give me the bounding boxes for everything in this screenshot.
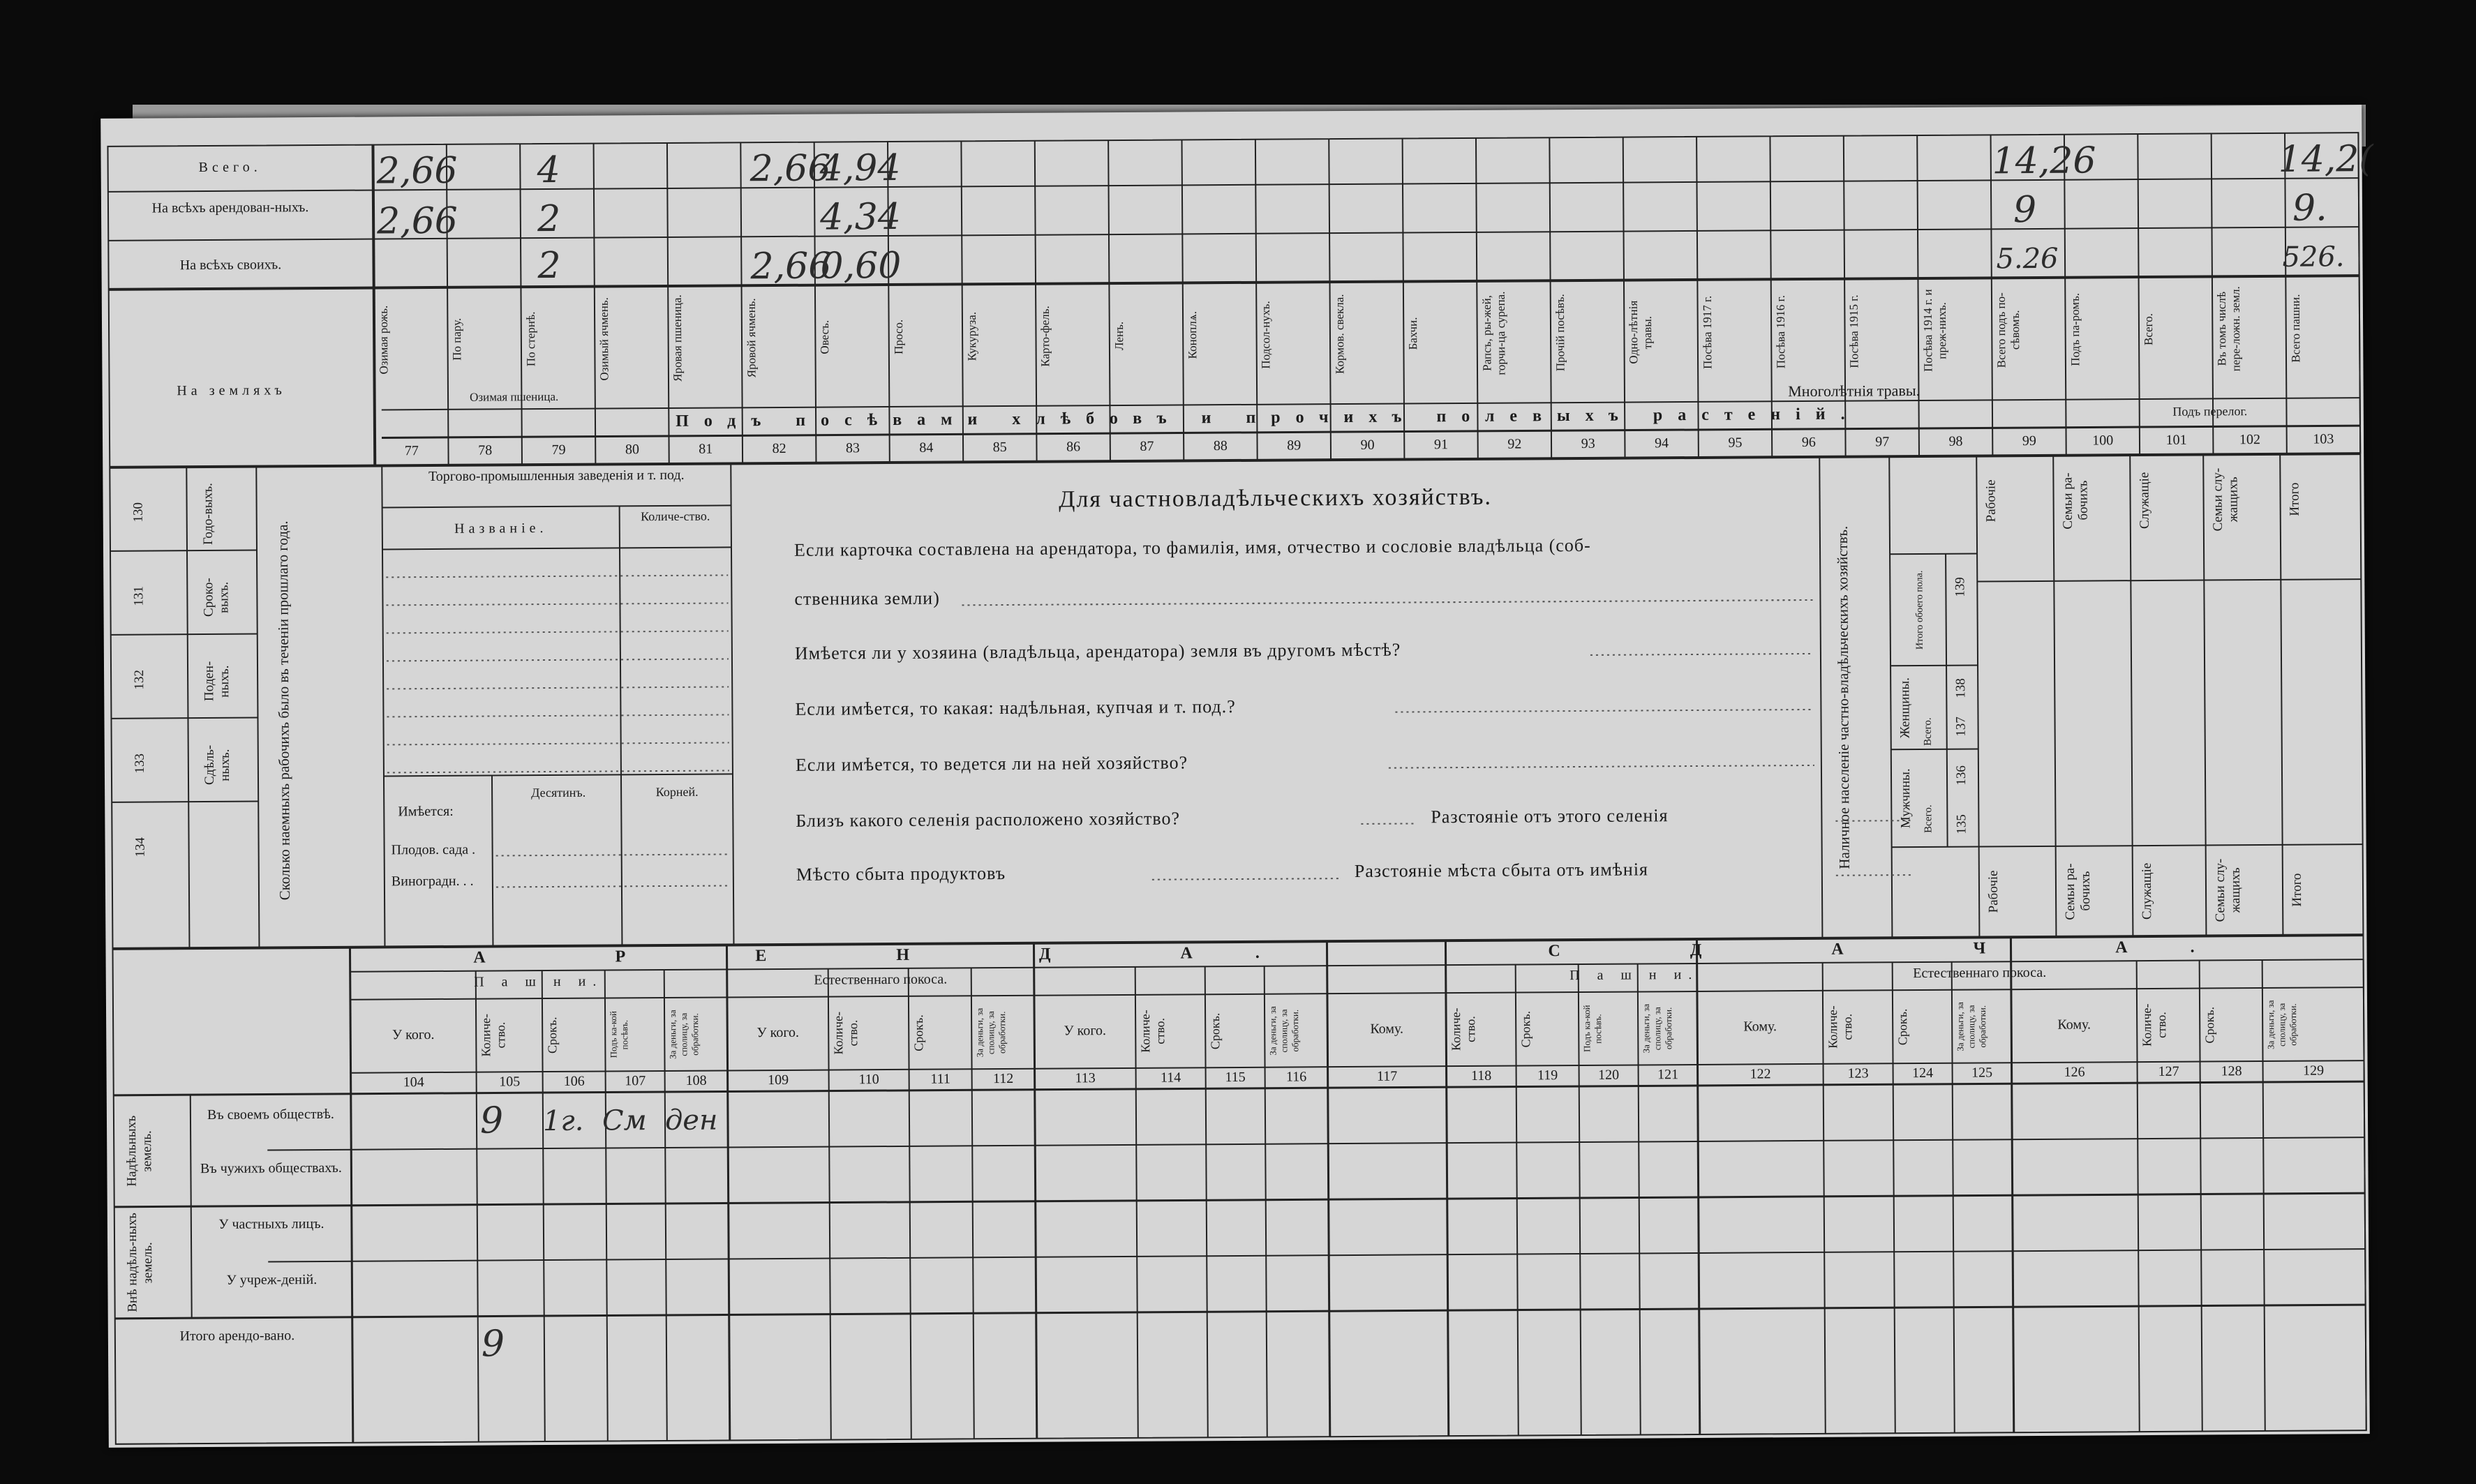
- hw-lease-108: ден: [664, 1104, 718, 1137]
- lease-num-120: 120: [1598, 1067, 1620, 1083]
- label-sdelnykh: Сдѣль-ныхъ.: [202, 744, 233, 786]
- lease-num-126: 126: [2064, 1064, 2085, 1080]
- row-v-chuzhikh: Въ чужихъ обществахъ.: [200, 1160, 342, 1177]
- lease-num-104: 104: [403, 1074, 424, 1090]
- crop-header-79: По стернѣ.: [523, 311, 538, 367]
- korney-label: Корней.: [655, 784, 699, 800]
- torgovo-kolichestvo: Количе-ство.: [641, 509, 710, 524]
- crop-num-90: 90: [1360, 437, 1375, 453]
- crop-header-97: Посѣва 1915 г.: [1847, 294, 1861, 368]
- sad-label: Плодов. сада .: [391, 841, 476, 858]
- label-godovykh: Годо-выхъ.: [200, 482, 216, 545]
- lease-head-srok-106: Срокъ.: [545, 1017, 560, 1054]
- hw-vsego-83: 4,94: [819, 147, 901, 190]
- pop-col-1-bottom: Семьи ра-бочихъ: [2062, 863, 2094, 920]
- lease-head-za-112: За деньги, за сполицу, за обработки.: [974, 1007, 1008, 1058]
- lease-num-113: 113: [1075, 1070, 1096, 1086]
- crop-header-87: Ленъ.: [1112, 321, 1126, 350]
- crop-num-91: 91: [1433, 437, 1449, 453]
- hw-arend-79: 2: [537, 197, 561, 241]
- hw-lease-itogo-105: 9: [481, 1323, 505, 1365]
- label-srokovykh: Сроко-выхъ.: [201, 578, 232, 617]
- pop-muzhchiny: Мужчины.: [1897, 768, 1914, 829]
- q5-settlement: Близъ какого селенiя расположено хозяйство?: [796, 808, 1181, 831]
- hw-vsego-82: 2,66: [749, 147, 831, 190]
- hw-lease-105: 9: [479, 1100, 504, 1142]
- lease-num-123: 123: [1847, 1065, 1869, 1081]
- crop-header-80: Озимый ячмень.: [597, 297, 611, 381]
- lease-num-109: 109: [768, 1072, 789, 1088]
- crop-header-78: По пару.: [450, 318, 464, 361]
- lease-num-114: 114: [1160, 1070, 1181, 1086]
- crop-header-99: Всего подъ по-сѣвомъ.: [1994, 292, 2022, 368]
- lease-num-127: 127: [2158, 1063, 2179, 1079]
- lease-head-srok-119: Срокъ.: [1519, 1010, 1533, 1048]
- imeetsya-label: Имѣется:: [398, 803, 454, 820]
- label-podennykh: Поден-ныхъ.: [201, 661, 232, 702]
- lease-head-who-122: Кому.: [1743, 1019, 1777, 1035]
- q6-market: Мѣсто сбыта продуктовъ: [796, 863, 1006, 885]
- desyatin-label: Десятинъ.: [530, 785, 586, 800]
- pop-vsego-m: Всего.: [1923, 804, 1934, 834]
- crop-num-103: 103: [2313, 431, 2334, 447]
- lease-num-115: 115: [1225, 1069, 1246, 1086]
- pop-col-4-top: Итого: [2287, 482, 2302, 516]
- row-label-arendovannykh: На всѣхъ арендован-ныхъ.: [151, 200, 309, 216]
- crop-header-90: Кормов. свекла.: [1332, 294, 1347, 375]
- q2: Имѣется ли у хозяина (владѣльца, арендатора) земля въ другомъ мѣстѣ?: [794, 639, 1401, 664]
- population-title: Наличное населенiе частно-владѣльческихъ хозяйствъ.: [1833, 525, 1853, 869]
- lease-head-za-121: За деньги, за сполицу, за обработки.: [1641, 1003, 1674, 1054]
- pop-num-138: 138: [1953, 677, 1969, 698]
- crop-num-83: 83: [845, 440, 860, 456]
- hw-svoi-79: 2: [537, 244, 561, 287]
- crop-header-82: Яровой ячмень.: [744, 298, 759, 378]
- group-nadelnykh: Надѣльныхъ земель.: [124, 1115, 155, 1187]
- crop-header-98: Посѣва 1914 г. и преж-нихъ.: [1921, 289, 1949, 373]
- crop-num-82: 82: [772, 440, 786, 457]
- lease-head-who-104: У кого.: [391, 1027, 435, 1043]
- hw-arend-83: 4,34: [819, 195, 902, 239]
- crop-header-100: Подъ па-ромъ.: [2068, 293, 2082, 367]
- crop-header-101: Всего.: [2141, 313, 2156, 346]
- torgovo-title: Торгово-промышленныя заведенiя и т. под.: [428, 467, 685, 485]
- crop-header-85: Кукуруза.: [964, 312, 979, 361]
- crop-header-84: Просо.: [891, 319, 905, 354]
- lease-num-106: 106: [563, 1073, 585, 1089]
- vinograd-label: Виноградн. . .: [391, 873, 474, 890]
- hw-svoi-82: 2,66: [750, 245, 832, 288]
- crop-num-78: 78: [478, 442, 493, 458]
- crop-header-96: Посѣва 1916 г.: [1773, 294, 1788, 368]
- lease-head-za-108: За деньги, за сполицу, за обработки.: [667, 1010, 701, 1059]
- crop-num-92: 92: [1507, 436, 1522, 452]
- lease-head-kol-110: Количе-ство.: [831, 1012, 860, 1055]
- num-130: 130: [130, 502, 146, 523]
- crop-header-83: Овесъ.: [818, 320, 832, 355]
- hw-arend-99: 9: [2013, 188, 2037, 232]
- lease-num-122: 122: [1750, 1066, 1771, 1082]
- crop-num-100: 100: [2092, 433, 2114, 449]
- pop-col-0-top: Рабочiе: [1983, 479, 1999, 523]
- crop-num-94: 94: [1654, 435, 1669, 451]
- q3: Если имѣется, то какая: надѣльная, купчая и т. под.?: [795, 696, 1236, 719]
- hw-svoi-83: 0,60: [820, 244, 902, 287]
- pop-col-2-top: Служащiе: [2137, 472, 2152, 529]
- lease-head-who-113: У кого.: [1064, 1023, 1107, 1039]
- pop-zhenshchiny: Женщины.: [1897, 677, 1913, 738]
- crop-header-93: Прочiй посѣвъ.: [1553, 294, 1567, 372]
- crop-num-87: 87: [1140, 438, 1154, 454]
- crop-num-99: 99: [2022, 433, 2036, 449]
- crop-header-103: Всего пашни.: [2288, 294, 2303, 363]
- pop-col-3-bottom: Семьи слу-жащихъ: [2212, 858, 2244, 922]
- lease-num-110: 110: [858, 1072, 879, 1088]
- crop-header-86: Карто-фель.: [1038, 305, 1052, 367]
- row-u-chastnykh: У частныхъ лицъ.: [218, 1215, 325, 1232]
- lease-head-za-125: За деньги, за сполицу, за обработки.: [1954, 1001, 1988, 1051]
- crop-num-77: 77: [404, 443, 419, 459]
- lease-head-who-117: Кому.: [1370, 1021, 1404, 1037]
- lease-group-pokos-3: Естественнаго покоса.: [1913, 964, 2047, 982]
- lease-head-srok-124: Срокъ.: [1895, 1008, 1910, 1046]
- crop-col-line: [2358, 133, 2360, 454]
- lease-num-129: 129: [2303, 1063, 2325, 1079]
- hw-vsego-79: 4: [537, 149, 560, 192]
- pop-col-4-bottom: Итого: [2289, 873, 2305, 907]
- group-pod-posevami: Подъ посѣвами хлѣбовъ и прочихъ полевыхъ растенiй.: [676, 405, 1860, 430]
- crop-header-92: Рапсъ, ры-жей, горчи-ца сурепа.: [1479, 291, 1508, 375]
- lease-head-za-129: За деньги, за сполицу, за обработки.: [2265, 1000, 2299, 1049]
- crop-num-85: 85: [992, 439, 1007, 456]
- hw-vsego-103: 14,2(: [2278, 138, 2373, 181]
- pop-num-135: 135: [1954, 814, 1969, 834]
- lease-head-kol-114: Количе-ство.: [1138, 1010, 1168, 1054]
- lease-num-118: 118: [1470, 1067, 1492, 1084]
- private-title: Для частновладѣльческихъ хозяйствъ.: [1059, 484, 1493, 513]
- group-pod-perelog: Подъ перелог.: [2172, 404, 2248, 419]
- sdacha-title: С Д А Ч А.: [1548, 938, 2258, 961]
- q5-distance: Разстоянiе отъ этого селенiя: [1431, 805, 1669, 827]
- lease-head-kol-105: Количе-ство.: [479, 1014, 508, 1057]
- lease-num-119: 119: [1537, 1067, 1558, 1084]
- crop-num-93: 93: [1581, 435, 1595, 451]
- crop-num-95: 95: [1728, 435, 1743, 451]
- lease-group-pashni-2: П а ш н и.: [1569, 966, 1699, 984]
- crop-num-79: 79: [551, 442, 566, 458]
- group-mnogoletnie: Многолѣтнiя травы.: [1788, 381, 1921, 400]
- lease-num-117: 117: [1376, 1068, 1398, 1084]
- group-vne-nadelnykh: Внѣ надѣль-ныхъ земель.: [124, 1213, 156, 1312]
- crop-header-77: Озимая рожь.: [376, 306, 391, 375]
- lease-head-who-109: У кого.: [756, 1024, 800, 1041]
- lease-num-108: 108: [685, 1072, 707, 1088]
- lease-head-who-126: Кому.: [2057, 1017, 2091, 1033]
- crop-num-86: 86: [1066, 439, 1081, 455]
- num-131: 131: [131, 586, 147, 606]
- lease-num-116: 116: [1285, 1069, 1307, 1085]
- torgovo-nazvanie: Названiе.: [454, 520, 548, 537]
- row-u-uchrezhdeniy: У учреж-денiй.: [226, 1272, 318, 1288]
- hired-workers-title: Сколько наемныхъ рабочихъ было въ теченiи прошлаго года.: [274, 520, 294, 901]
- crop-num-102: 102: [2239, 432, 2261, 448]
- q1-line1: Если карточка составлена на арендатора, то фамилiя, имя, отчество и сословiе владѣльца (соб-: [793, 534, 1591, 560]
- group-ozimaya-pshenitsa: Озимая пшеница.: [470, 389, 559, 404]
- lease-head-srok-111: Срокъ.: [911, 1014, 926, 1051]
- num-133: 133: [132, 754, 147, 774]
- crop-header-88: Коноплѧ.: [1185, 311, 1200, 359]
- pop-col-0-bottom: Рабочiе: [1985, 870, 2001, 913]
- hw-lease-107: См: [602, 1104, 647, 1137]
- crop-num-80: 80: [625, 442, 639, 458]
- crop-header-102: Въ томъ числѣ пере-ложн. земл.: [2215, 286, 2243, 372]
- lease-head-pod-120: Подъ ка-кой посѣвъ.: [1581, 1005, 1604, 1053]
- pop-vsego-z: Всего.: [1922, 717, 1934, 747]
- crop-header-91: Бахчи.: [1406, 317, 1420, 350]
- num-132: 132: [132, 670, 147, 690]
- pop-num-139: 139: [1953, 576, 1968, 597]
- lease-num-112: 112: [992, 1070, 1014, 1087]
- q6-distance: Разстоянiе мѣста сбыта отъ имѣнiя: [1354, 859, 1649, 881]
- crop-num-101: 101: [2165, 432, 2187, 448]
- crop-num-97: 97: [1875, 434, 1890, 450]
- crop-header-89: Подсол-нухъ.: [1259, 300, 1273, 369]
- hw-vsego-99: 14,26: [1992, 140, 2096, 183]
- pop-num-137: 137: [1953, 716, 1969, 737]
- hw-svoi-99: 5.26: [1996, 242, 2059, 276]
- num-134: 134: [133, 837, 148, 857]
- lease-num-128: 128: [2221, 1063, 2242, 1079]
- crop-num-84: 84: [919, 440, 934, 456]
- row-v-svoem: Въ своемъ обществѣ.: [207, 1106, 334, 1123]
- census-card: [100, 105, 2373, 1448]
- crop-header-81: Яровая пшеница.: [671, 294, 685, 382]
- row-label-vsego: Всего.: [198, 159, 262, 176]
- lease-num-105: 105: [499, 1074, 521, 1090]
- lease-num-124: 124: [1912, 1065, 1934, 1081]
- crop-header-94: Одно-лѣтнiя травы.: [1627, 301, 1655, 364]
- row-label-svoikh: На всѣхъ своихъ.: [179, 257, 282, 273]
- row-label-na-zemlyakh: На земляхъ: [177, 382, 286, 399]
- lease-head-kol-123: Количе-ство.: [1826, 1005, 1855, 1049]
- crop-num-96: 96: [1801, 434, 1816, 451]
- lease-head-srok-128: Срокъ.: [2202, 1006, 2217, 1044]
- lease-head-pod-107: Подъ ка-кой посѣвъ.: [608, 1011, 630, 1058]
- lease-head-srok-115: Срокъ.: [1208, 1012, 1223, 1050]
- q4: Если имѣется, то ведется ли на ней хозяйство?: [795, 752, 1188, 775]
- hw-lease-106: 1г.: [542, 1104, 584, 1138]
- pop-num-136: 136: [1953, 765, 1969, 786]
- lease-head-za-116: За деньги, за сполицу, за обработки.: [1267, 1005, 1301, 1056]
- pop-col-3-top: Семьи слу-жащихъ: [2210, 467, 2241, 532]
- crop-num-98: 98: [1948, 433, 1963, 449]
- hw-svoi-103: 526.: [2282, 241, 2345, 273]
- q1-line2: ственника земли): [794, 587, 940, 609]
- hw-vsego-77: 2,66: [376, 149, 458, 193]
- crop-num-88: 88: [1213, 438, 1228, 454]
- lease-head-kol-118: Количе-ство.: [1449, 1007, 1478, 1051]
- pop-itogo-oboego: Итого обоего пола.: [1914, 570, 1925, 650]
- lease-num-125: 125: [1971, 1065, 1993, 1081]
- lease-num-121: 121: [1657, 1067, 1679, 1083]
- lease-group-pashni-0: П а ш н и.: [474, 973, 604, 990]
- lease-num-111: 111: [930, 1071, 950, 1087]
- lease-group-pokos-1: Естественнаго покоса.: [814, 971, 948, 988]
- crop-header-95: Посѣва 1917 г.: [1700, 295, 1715, 369]
- lease-head-kol-127: Количе-ство.: [2140, 1003, 2169, 1047]
- hw-arend-77: 2,66: [376, 200, 458, 243]
- pop-col-1-top: Семьи ра-бочихъ: [2060, 472, 2091, 530]
- hw-arend-103: 9.: [2292, 187, 2327, 230]
- pop-col-2-bottom: Служащiе: [2139, 862, 2155, 920]
- crop-num-89: 89: [1287, 437, 1302, 454]
- arenda-title: А Р Е Н Д А.: [473, 943, 1322, 967]
- crop-num-81: 81: [699, 441, 713, 457]
- row-itogo-arendovano: Итого арендо-вано.: [179, 1328, 295, 1344]
- lease-num-107: 107: [625, 1073, 646, 1089]
